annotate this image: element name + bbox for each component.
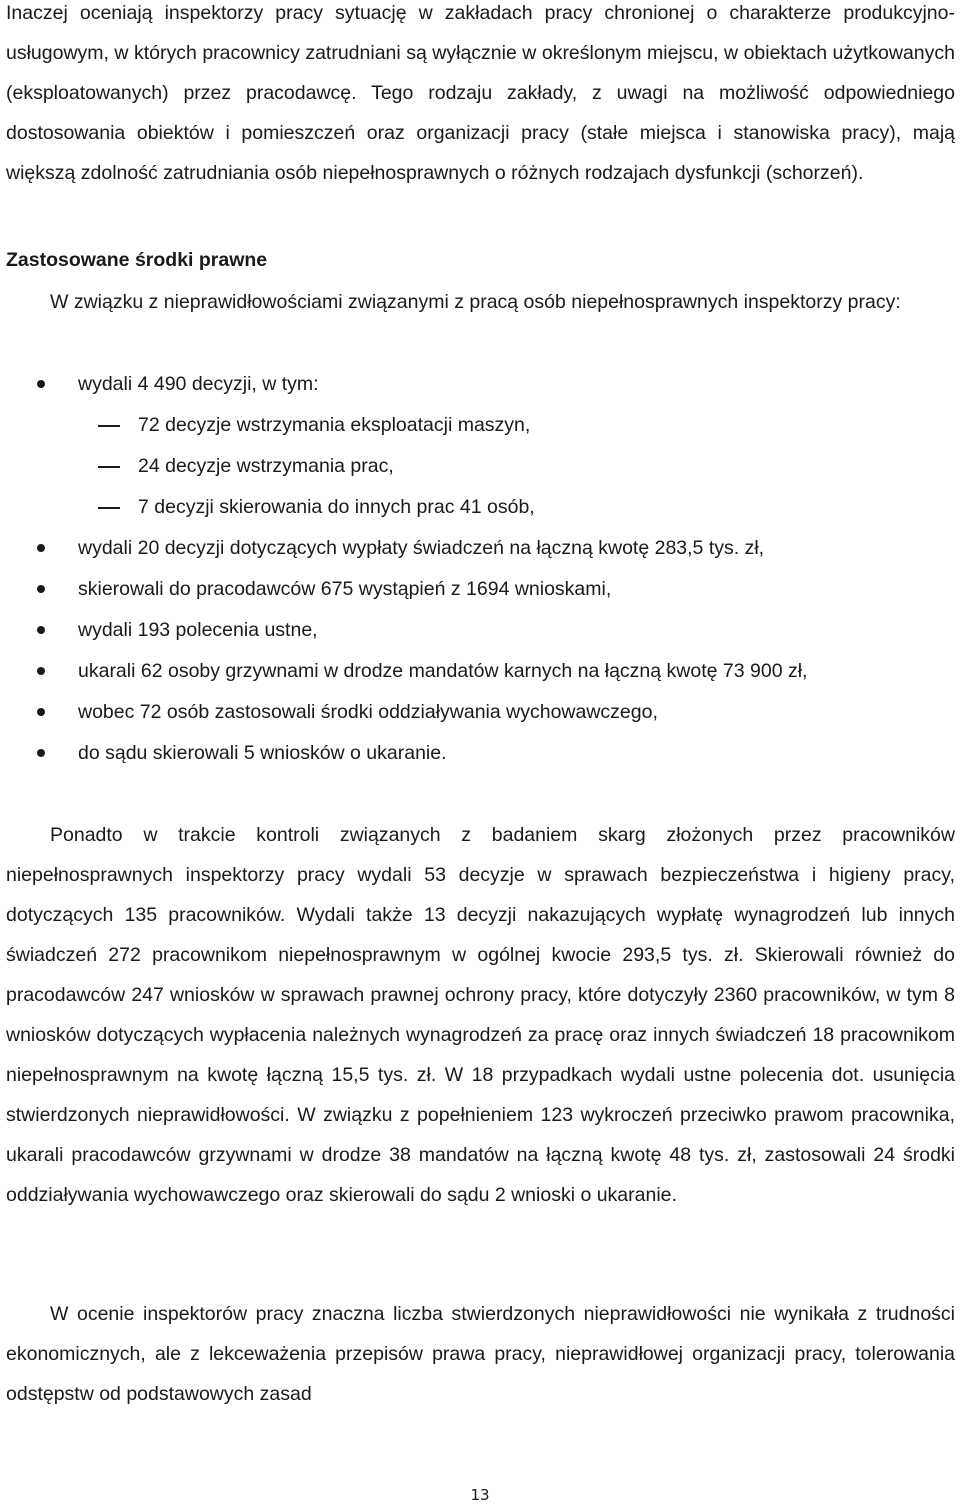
dash-icon bbox=[98, 425, 120, 427]
measures-list bbox=[0, 364, 960, 774]
list-item bbox=[0, 610, 960, 651]
paragraph-sheltered-workshops: Inaczej oceniają inspektorzy pracy sytuację w zakładach pracy chronionej o charakterze produkcyjno-usługowym, w których pracownicy zatrudniani są wyłącznie w określonym miejscu, w obiektach użytkowanych (eksploatowanych) przez pracodawcę. Tego rodzaju zakłady, z uwagi na możliwość odpowiedniego dostosowania obiektów i pomieszczeń oraz organizacji pracy (stałe miejsca i stanowiska pracy), mają większą zdolność zatrudniania osób niepełnosprawnych o różnych rodzajach dysfunkcji (schorzeń). bbox=[6, 2, 955, 184]
sub-list-item bbox=[78, 405, 960, 446]
list-item-text: skierowali do pracodawców 675 wystąpień z 1694 wnioskami, bbox=[78, 578, 612, 600]
bullet-icon bbox=[37, 544, 45, 552]
dash-icon bbox=[98, 466, 120, 468]
list-item-text: wydali 193 polecenia ustne, bbox=[78, 619, 318, 641]
list-item-text: wydali 4 490 decyzji, w tym: bbox=[78, 373, 319, 395]
bullet-icon bbox=[37, 585, 45, 593]
bullet-icon bbox=[37, 667, 45, 675]
list-item-text: do sądu skierowali 5 wniosków o ukaranie. bbox=[78, 742, 447, 764]
list-item bbox=[0, 364, 960, 528]
bullet-icon bbox=[37, 749, 45, 757]
section-heading: Zastosowane środki prawne bbox=[6, 249, 268, 271]
sub-list-item bbox=[78, 446, 960, 487]
sub-list-item-text: 72 decyzje wstrzymania eksploatacji maszyn, bbox=[138, 414, 531, 436]
bullet-icon bbox=[37, 626, 45, 634]
list-item-text: wydali 20 decyzji dotyczących wypłaty świadczeń na łączną kwotę 283,5 tys. zł, bbox=[78, 537, 765, 559]
bullet-icon bbox=[37, 380, 45, 388]
page-number: 13 bbox=[470, 1486, 490, 1504]
bullet-icon bbox=[37, 708, 45, 716]
dash-icon bbox=[98, 507, 120, 509]
sub-list-item-text: 7 decyzji skierowania do innych prac 41 osób, bbox=[138, 496, 535, 518]
list-item-text: wobec 72 osób zastosowali środki oddziaływania wychowawczego, bbox=[78, 701, 658, 723]
paragraph-complaint-inspections: Ponadto w trakcie kontroli związanych z badaniem skarg złożonych przez pracowników niepełnosprawnych inspektorzy pracy wydali 53 decyzje w sprawach bezpieczeństwa i higieny pracy, dotyczących 135 pracowników. Wydali także 13 decyzji nakazujących wypłatę wynagrodzeń lub innych świadczeń 272 pracownikom niepełnosprawnym w ogólnej kwocie 293,5 tys. zł. Skierowali również do pracodawców 247 wniosków w sprawach prawnej ochrony pracy, które dotyczyły 2360 pracowników, w tym 8 wniosków dotyczących wypłacenia należnych wynagrodzeń za pracę oraz innych świadczeń 18 pracownikom niepełnosprawnym na kwotę łączną 15,5 tys. zł. W 18 przypadkach wydali ustne polecenia dot. usunięcia stwierdzonych nieprawidłowości. W związku z popełnieniem 123 wykroczeń przeciwko prawom pracownika, ukarali pracodawców grzywnami w drodze 38 mandatów na łączną kwotę 48 tys. zł, zastosowali 24 środki oddziaływania wychowawczego oraz skierowali do sądu 2 wnioski o ukaranie. bbox=[6, 824, 955, 1206]
list-item bbox=[0, 733, 960, 774]
sub-list-item bbox=[78, 487, 960, 528]
sub-list bbox=[78, 405, 960, 528]
paragraph-measures-intro: W związku z nieprawidłowościami związanymi z pracą osób niepełnosprawnych inspektorzy pracy: bbox=[50, 291, 901, 313]
list-item bbox=[0, 651, 960, 692]
list-item-text: ukarali 62 osoby grzywnami w drodze mandatów karnych na łączną kwotę 73 900 zł, bbox=[78, 660, 808, 682]
sub-list-item-text: 24 decyzje wstrzymania prac, bbox=[138, 455, 394, 477]
list-item bbox=[0, 569, 960, 610]
list-item bbox=[0, 692, 960, 733]
list-item bbox=[0, 528, 960, 569]
paragraph-inspector-assessment: W ocenie inspektorów pracy znaczna liczba stwierdzonych nieprawidłowości nie wynikała z trudności ekonomicznych, ale z lekceważenia przepisów prawa pracy, nieprawidłowej organizacji pracy, tolerowania odstępstw od podstawowych zasad bbox=[6, 1303, 955, 1405]
